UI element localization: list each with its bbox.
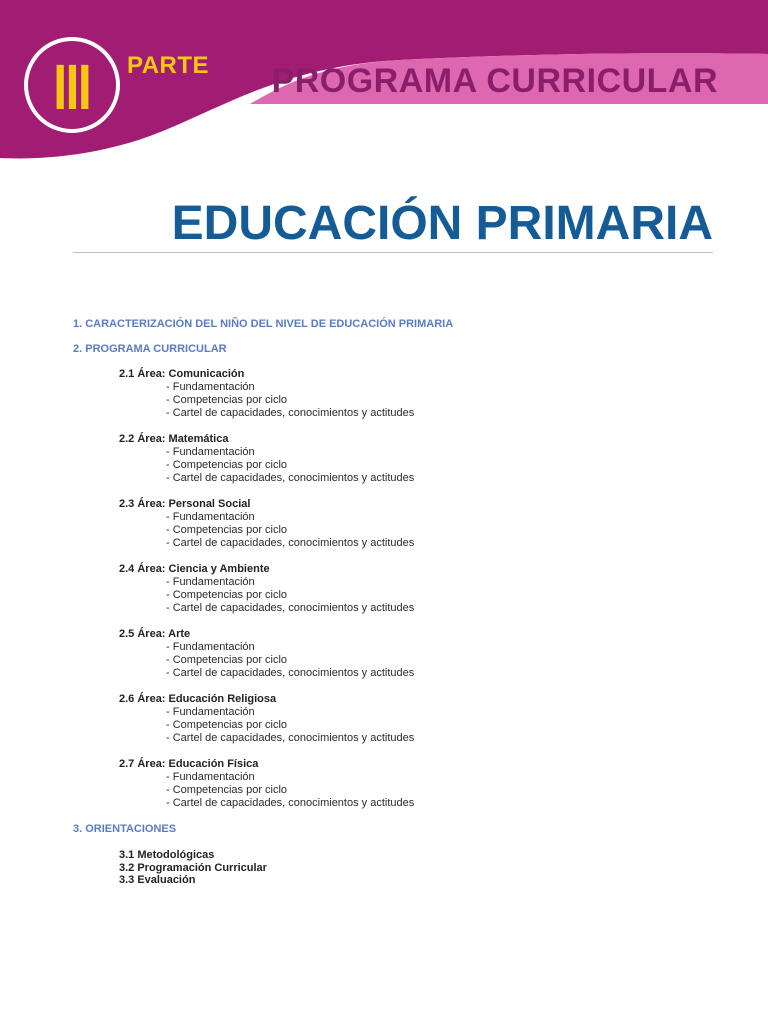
toc-area-title: 2.1 Área: Comunicación [119, 368, 245, 380]
toc-area-title: 2.6 Área: Educación Religiosa [119, 693, 277, 705]
toc-area-item: - Fundamentación [166, 641, 255, 653]
toc-area-title: 2.3 Área: Personal Social [119, 498, 251, 510]
toc-orientaciones [119, 849, 733, 887]
toc-area [119, 498, 733, 550]
toc-orientacion-item: 3.2 Programación Curricular [119, 861, 267, 874]
toc-area-item: - Fundamentación [166, 576, 255, 588]
toc-area-item: - Fundamentación [166, 381, 255, 393]
part-number-badge [23, 38, 121, 136]
toc-area [119, 693, 733, 745]
toc-orientacion-item: 3.1 Metodológicas [119, 849, 215, 861]
toc-area-title: 2.4 Área: Ciencia y Ambiente [119, 563, 270, 575]
table-of-contents [73, 317, 733, 887]
toc-area-item: - Cartel de capacidades, conocimientos y actitudes [166, 797, 415, 809]
toc-area-item: - Fundamentación [166, 511, 255, 523]
toc-area-item: - Competencias por ciclo [166, 589, 288, 601]
toc-area-item: - Competencias por ciclo [166, 394, 288, 406]
toc-section-3: 3. ORIENTACIONES [73, 823, 177, 835]
toc-area-item: - Competencias por ciclo [166, 524, 288, 536]
toc-area-item: - Competencias por ciclo [166, 654, 288, 666]
toc-area-item: - Cartel de capacidades, conocimientos y actitudes [166, 537, 415, 549]
toc-area-item: - Fundamentación [166, 771, 255, 783]
toc-orientacion-item: 3.3 Evaluación [119, 874, 196, 886]
roman-numeral: III [53, 51, 91, 123]
toc-area [119, 758, 733, 810]
page-title: EDUCACIÓN PRIMARIA [171, 197, 713, 250]
toc-area-item: - Fundamentación [166, 706, 255, 718]
toc-area-title: 2.2 Área: Matemática [119, 433, 229, 445]
toc-area-item: - Fundamentación [166, 446, 255, 458]
toc-area-item: - Cartel de capacidades, conocimientos y actitudes [166, 407, 415, 419]
toc-area-item: - Cartel de capacidades, conocimientos y actitudes [166, 472, 415, 484]
toc-area [119, 433, 733, 485]
toc-area-item: - Cartel de capacidades, conocimientos y actitudes [166, 667, 415, 679]
toc-area-item: - Competencias por ciclo [166, 784, 288, 796]
toc-section-2: 2. PROGRAMA CURRICULAR [73, 343, 227, 355]
section-title: PROGRAMA CURRICULAR [271, 62, 718, 100]
toc-section-1: 1. CARACTERIZACIÓN DEL NIÑO DEL NIVEL DE EDUCACIÓN PRIMARIA [73, 318, 454, 330]
toc-area-item: - Competencias por ciclo [166, 459, 288, 471]
title-divider [73, 252, 713, 253]
toc-area-title: 2.7 Área: Educación Física [119, 758, 259, 770]
toc-area [119, 368, 733, 420]
toc-area-title: 2.5 Área: Arte [119, 628, 191, 640]
toc-area [119, 628, 733, 680]
toc-area-item: - Cartel de capacidades, conocimientos y actitudes [166, 732, 415, 744]
toc-area [119, 563, 733, 615]
part-label: PARTE [127, 52, 210, 79]
toc-area-item: - Competencias por ciclo [166, 719, 288, 731]
toc-area-item: - Cartel de capacidades, conocimientos y actitudes [166, 602, 415, 614]
